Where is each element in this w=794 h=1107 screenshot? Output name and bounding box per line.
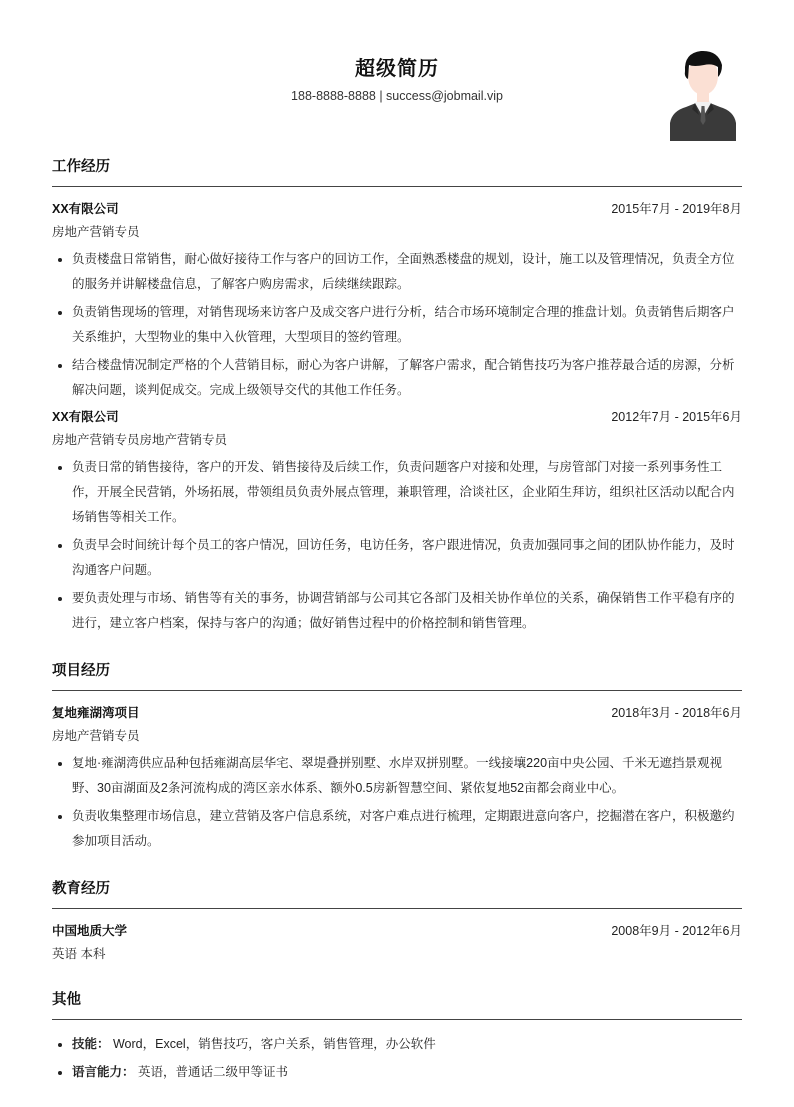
company-name: XX有限公司 xyxy=(52,202,119,216)
avatar-man-in-suit-icon xyxy=(668,45,738,141)
section-work-experience xyxy=(52,158,742,636)
contact-line xyxy=(52,89,742,103)
section-title: 其他 xyxy=(52,991,742,1020)
phone-number: 188-8888-8888 xyxy=(291,89,376,103)
project-role: 房地产营销专员 xyxy=(52,729,140,743)
language-value: 英语，普通话二级甲等证书 xyxy=(134,1065,288,1079)
responsibility-list xyxy=(52,455,742,636)
list-item: 负责早会时间统计每个员工的客户情况，回访任务，电访任务，客户跟进情况，负责加强同事之间的团队协作能力，及时沟通客户问题。 xyxy=(52,533,742,583)
email-address: success@jobmail.vip xyxy=(386,89,503,103)
language-item xyxy=(52,1060,742,1085)
avatar xyxy=(668,45,738,141)
list-item: 负责日常的销售接待，客户的开发、销售接待及后续工作，负责问题客户对接和处理，与房管部门对接一系列事务性工作，开展全民营销，外场拓展，带领组员负责外展点管理，兼职管理，洽谈社区，企业陌生拜访，组织社区活动以配合内场销售等相关工作。 xyxy=(52,455,742,530)
degree-detail: 英语 本科 xyxy=(52,947,106,961)
company-name: XX有限公司 xyxy=(52,410,119,424)
project-entry xyxy=(52,703,742,854)
list-item: 负责楼盘日常销售，耐心做好接待工作与客户的回访工作，全面熟悉楼盘的规划，设计，施工以及管理情况，负责全方位的服务并讲解楼盘信息，了解客户购房需求，后续继续跟踪。 xyxy=(52,247,742,297)
skills-item xyxy=(52,1032,742,1057)
project-name: 复地雍湖湾项目 xyxy=(52,706,140,720)
project-detail-list xyxy=(52,751,742,854)
language-label: 语言能力： xyxy=(72,1065,135,1079)
section-projects xyxy=(52,662,742,854)
job-role: 房地产营销专员房地产营销专员 xyxy=(52,433,228,447)
skills-label: 技能： xyxy=(72,1037,110,1051)
education-entry xyxy=(52,921,742,963)
list-item: 负责收集整理市场信息，建立营销及客户信息系统，对客户难点进行梳理，定期跟进意向客户，挖掘潜在客户，积极邀约参加项目活动。 xyxy=(52,804,742,854)
section-title: 教育经历 xyxy=(52,880,742,909)
date-range: 2012年7月 - 2015年6月 xyxy=(611,410,742,424)
resume-page xyxy=(52,0,742,1089)
work-entry xyxy=(52,199,742,403)
contact-separator: | xyxy=(375,89,387,103)
section-education xyxy=(52,880,742,963)
section-title: 项目经历 xyxy=(52,662,742,691)
other-list xyxy=(52,1032,742,1085)
date-range: 2018年3月 - 2018年6月 xyxy=(611,706,742,720)
responsibility-list xyxy=(52,247,742,403)
school-name: 中国地质大学 xyxy=(52,924,128,938)
resume-header xyxy=(52,0,742,150)
work-entry xyxy=(52,407,742,636)
skills-value: Word，Excel，销售技巧，客户关系，销售管理，办公软件 xyxy=(109,1037,436,1051)
job-role: 房地产营销专员 xyxy=(52,225,140,239)
section-title: 工作经历 xyxy=(52,158,742,187)
list-item: 负责销售现场的管理，对销售现场来访客户及成交客户进行分析，结合市场环境制定合理的推盘计划。负责销售后期客户关系维护，大型物业的集中入伙管理，大型项目的签约管理。 xyxy=(52,300,742,350)
candidate-name: 超级简历 xyxy=(355,58,439,80)
section-other xyxy=(52,991,742,1085)
date-range: 2015年7月 - 2019年8月 xyxy=(611,202,742,216)
list-item: 要负责处理与市场、销售等有关的事务，协调营销部与公司其它各部门及相关协作单位的关系，确保销售工作平稳有序的进行，建立客户档案，保持与客户的沟通；做好销售过程中的价格控制和销售管理。 xyxy=(52,586,742,636)
date-range: 2008年9月 - 2012年6月 xyxy=(611,924,742,938)
list-item: 复地·雍湖湾供应品种包括雍湖高层华宅、翠堤叠拼别墅、水岸双拼别墅。一线接壤220亩中央公园、千米无遮挡景观视野、30亩湖面及2条河流构成的湾区亲水体系、额外0.5房新智慧空间、紧依复地52亩都会商业中心。 xyxy=(52,751,742,801)
list-item: 结合楼盘情况制定严格的个人营销目标，耐心为客户讲解，了解客户需求，配合销售技巧为客户推荐最合适的房源，分析解决问题，谈判促成交。完成上级领导交代的其他工作任务。 xyxy=(52,353,742,403)
